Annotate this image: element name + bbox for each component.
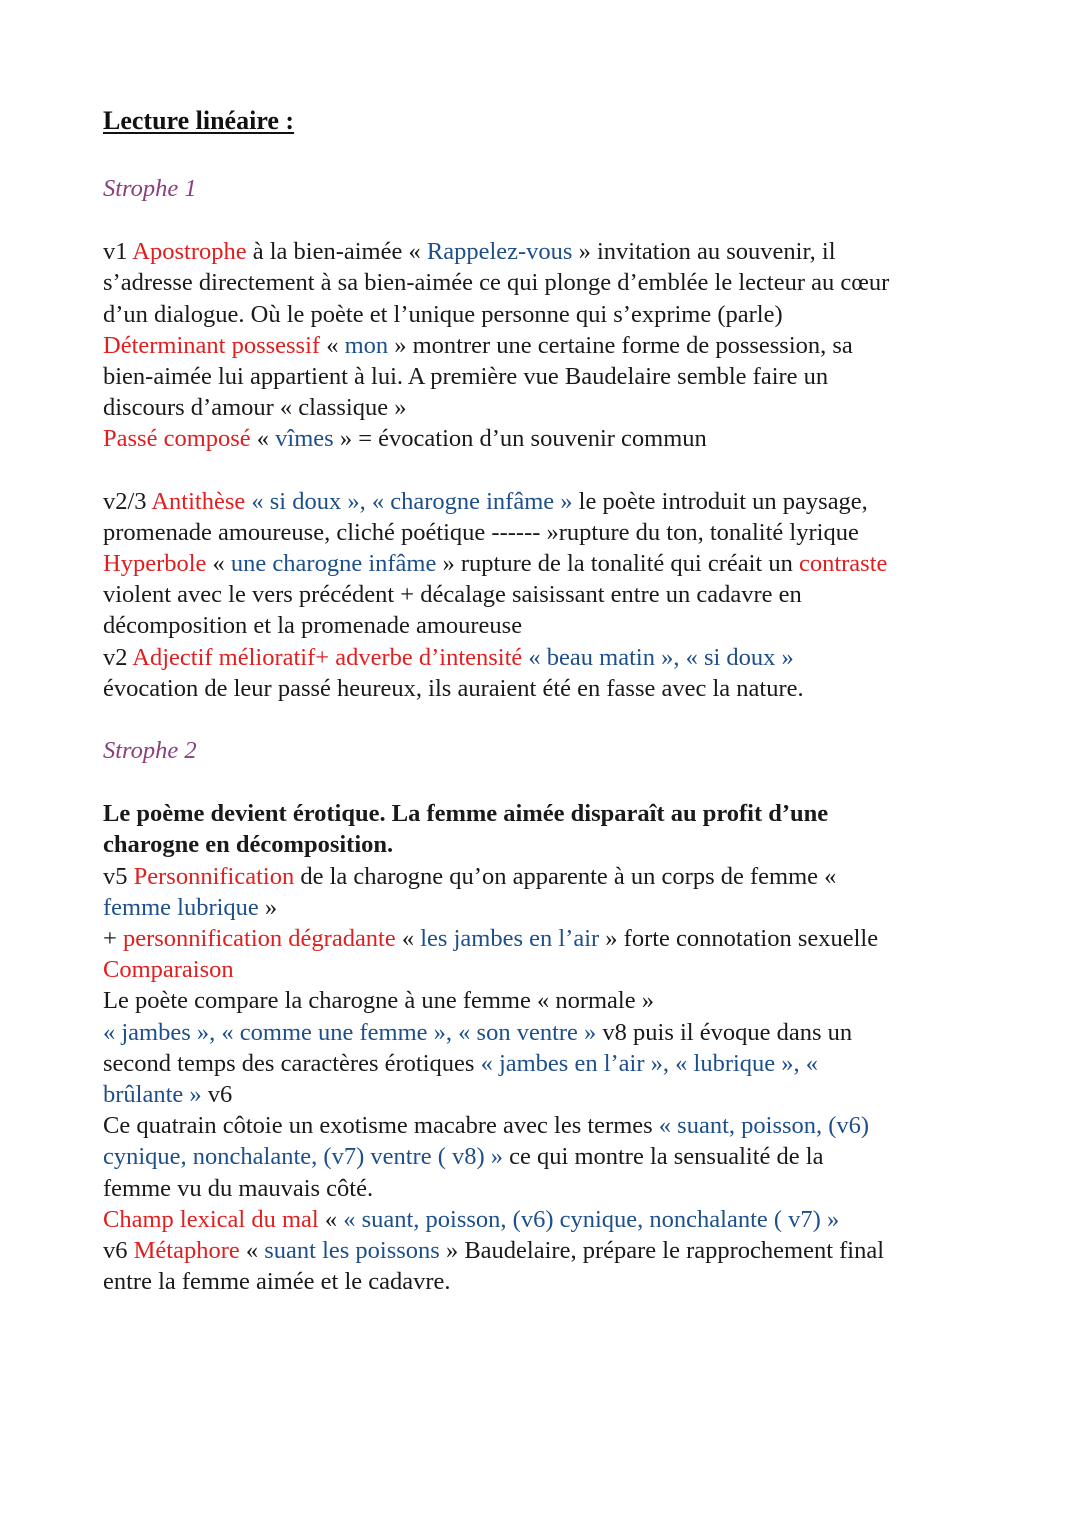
body-text: décomposition et la promenade amoureuse: [103, 612, 523, 640]
body-text: «: [395, 925, 421, 953]
body-text: v6: [103, 1237, 134, 1265]
body-text: discours d’amour « classique »: [103, 394, 407, 422]
body-text: v5: [103, 862, 134, 890]
body-text: de la charogne qu’on apparente à un corps de femme «: [294, 862, 837, 890]
text-line: [103, 1204, 993, 1235]
body-text: v8 puis il évoque dans un: [596, 1018, 853, 1046]
text-line: [103, 954, 993, 985]
term-label: Comparaison: [103, 956, 234, 984]
text-line: [103, 892, 993, 923]
body-text: » rupture de la tonalité qui créait un: [436, 550, 799, 578]
text-line: [103, 1017, 993, 1048]
text-line: [103, 861, 993, 892]
text-line: [103, 1048, 993, 1079]
body-text: Le poème devient érotique. La femme aimée disparaît au profit d’une: [103, 800, 829, 828]
body-text: second temps des caractères érotiques: [103, 1049, 481, 1077]
quote-text: les jambes en l’air: [420, 925, 600, 953]
term-label: Antithèse: [151, 487, 246, 515]
body-text: » montrer une certaine forme de possession, sa: [388, 331, 853, 359]
body-text: v1: [103, 238, 133, 266]
text-line: [103, 423, 993, 454]
term-label: Apostrophe: [132, 238, 247, 266]
paragraph: [103, 798, 993, 1297]
text-line: [103, 236, 993, 267]
text-line: [103, 548, 993, 579]
body-text: le poète introduit un paysage,: [572, 487, 868, 515]
text-line: [103, 829, 993, 860]
term-label: Déterminant possessif: [103, 331, 321, 359]
quote-text: « suant, poisson, (v6): [658, 1112, 870, 1140]
body-text: » invitation au souvenir, il: [572, 238, 836, 266]
quote-text: « beau matin », « si doux »: [522, 643, 794, 671]
text-line: [103, 1266, 993, 1297]
body-text: à la bien-aimée «: [246, 238, 427, 266]
body-text: » = évocation d’un souvenir commun: [333, 425, 707, 453]
term-label: Champ lexical du mal: [103, 1205, 319, 1233]
body-text: «: [250, 425, 276, 453]
text-line: [103, 330, 993, 361]
term-label: contraste: [798, 550, 888, 578]
body-text: promenade amoureuse, cliché poétique ------ »rupture du ton, tonalité lyrique: [103, 518, 859, 546]
body-text: +: [103, 925, 123, 953]
quote-text: suant les poissons: [264, 1237, 440, 1265]
text-line: [103, 267, 993, 298]
body-text: bien-aimée lui appartient à lui. A première vue Baudelaire semble faire un: [103, 363, 829, 391]
body-text: s’adresse directement à sa bien-aimée ce qui plonge d’emblée le lecteur au cœur: [103, 269, 890, 297]
text-line: [103, 642, 993, 673]
quote-text: « si doux », « charogne infâme »: [245, 487, 573, 515]
quote-text: « suant, poisson, (v6) cynique, nonchalante ( v7) »: [343, 1205, 840, 1233]
body-text: «: [206, 550, 231, 578]
term-label: Adjectif mélioratif+ adverbe d’intensité: [132, 643, 523, 671]
body-text: d’un dialogue. Où le poète et l’unique personne qui s’exprime (parle): [103, 300, 783, 328]
body-text: entre la femme aimée et le cadavre.: [103, 1268, 451, 1296]
text-line: [103, 610, 993, 641]
body-text: évocation de leur passé heureux, ils auraient été en fasse avec la nature.: [103, 674, 804, 702]
text-line: [103, 579, 993, 610]
body-text: »: [258, 893, 278, 921]
body-text: violent avec le vers précédent + décalage saisissant entre un cadavre en: [103, 581, 802, 609]
body-text: «: [320, 331, 345, 359]
paragraph: [103, 486, 993, 704]
term-label: Personnification: [133, 862, 295, 890]
quote-text: « jambes », « comme une femme », « son ventre »: [103, 1018, 597, 1046]
text-line: [103, 361, 993, 392]
strophe-heading: Strophe 1: [103, 175, 197, 202]
text-line: [103, 1173, 993, 1204]
body-text: femme vu du mauvais côté.: [103, 1174, 374, 1202]
body-text: v6: [201, 1081, 233, 1109]
quote-text: Rappelez-vous: [426, 238, 573, 266]
text-line: [103, 1079, 993, 1110]
term-label: Métaphore: [133, 1237, 240, 1265]
text-line: [103, 517, 993, 548]
quote-text: cynique, nonchalante, (v7) ventre ( v8) »: [103, 1143, 504, 1171]
text-line: [103, 798, 993, 829]
text-line: [103, 673, 993, 704]
body-text: Le poète compare la charogne à une femme « normale »: [103, 987, 654, 1015]
body-text: «: [318, 1205, 344, 1233]
body-text: v2: [103, 643, 133, 671]
paragraph: [103, 236, 993, 454]
text-line: [103, 1141, 993, 1172]
body-text: charogne en décomposition.: [103, 831, 394, 859]
text-line: [103, 486, 993, 517]
body-text: Ce quatrain côtoie un exotisme macabre avec les termes: [103, 1112, 659, 1140]
body-text: » forte connotation sexuelle: [599, 925, 879, 953]
body-text: v2/3: [103, 487, 152, 515]
body-text: ce qui montre la sensualité de la: [503, 1143, 824, 1171]
text-line: [103, 923, 993, 954]
quote-text: « jambes en l’air », « lubrique », «: [480, 1049, 819, 1077]
text-line: [103, 392, 993, 423]
quote-text: une charogne infâme: [230, 550, 437, 578]
term-label: Hyperbole: [103, 550, 207, 578]
sections-container: [103, 173, 993, 1298]
text-line: [103, 299, 993, 330]
term-label: personnification dégradante: [122, 925, 396, 953]
text-line: [103, 985, 993, 1016]
term-label: Passé composé: [103, 425, 251, 453]
body-text: «: [239, 1237, 265, 1265]
quote-text: mon: [344, 331, 389, 359]
body-text: » Baudelaire, prépare le rapprochement final: [439, 1237, 885, 1265]
text-line: [103, 1110, 993, 1141]
quote-text: femme lubrique: [103, 893, 259, 921]
quote-text: brûlante »: [103, 1081, 202, 1109]
text-line: [103, 1235, 993, 1266]
strophe-heading: Strophe 2: [103, 737, 197, 765]
quote-text: vîmes: [275, 425, 334, 453]
document-title: Lecture linéaire :: [103, 106, 295, 135]
document-page: [103, 104, 993, 1298]
